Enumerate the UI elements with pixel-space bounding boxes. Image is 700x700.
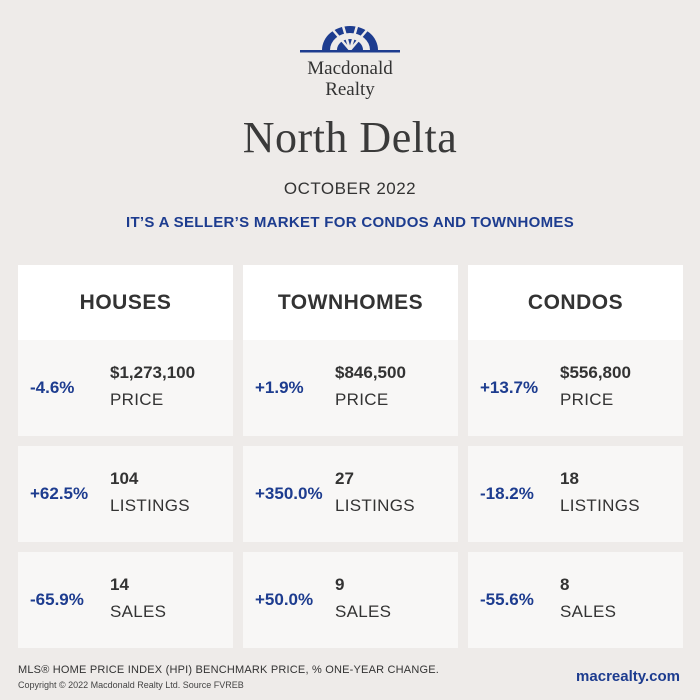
column-header-townhomes: TOWNHOMES (243, 265, 458, 340)
stat-value: $556,800 (560, 363, 631, 382)
stat-label: SALES (110, 602, 167, 621)
column-header-condos: CONDOS (468, 265, 683, 340)
stat-label: SALES (560, 602, 617, 621)
stat-value: 18 (560, 469, 579, 488)
stat-cell-houses-listings (18, 446, 233, 542)
market-headline: IT’S A SELLER’S MARKET FOR CONDOS AND TOWNHOMES (126, 214, 574, 231)
stat-value: $846,500 (335, 363, 406, 382)
column-houses (18, 265, 233, 621)
stat-value: 104 (110, 469, 139, 488)
stat-change: +1.9% (255, 378, 304, 397)
city-title: North Delta (242, 113, 458, 162)
stat-label: LISTINGS (110, 496, 190, 515)
stat-label: PRICE (335, 390, 389, 409)
sunburst-logo-icon (300, 22, 400, 56)
column-townhomes (243, 265, 458, 621)
stat-label: LISTINGS (335, 496, 415, 515)
stat-value: $1,273,100 (110, 363, 196, 382)
footer-copyright: Copyright © 2022 Macdonald Realty Ltd. Source FVREB (18, 680, 244, 690)
stat-cell-condos-price (468, 340, 683, 436)
stat-change: -65.9% (30, 590, 84, 609)
stat-change: +13.7% (480, 378, 539, 397)
stat-change: +62.5% (30, 484, 89, 503)
stat-label: LISTINGS (560, 496, 640, 515)
stat-change: -18.2% (480, 484, 534, 503)
stat-change: -55.6% (480, 590, 534, 609)
stat-cell-townhomes-sales (243, 552, 458, 648)
stat-change: +50.0% (255, 590, 314, 609)
stat-value: 9 (335, 575, 345, 594)
column-header-houses: HOUSES (18, 265, 233, 340)
brand-logo (0, 22, 700, 100)
stat-label: PRICE (560, 390, 614, 409)
logo-text-line1: Macdonald (307, 58, 393, 79)
stat-cell-houses-price (18, 340, 233, 436)
stat-value: 8 (560, 575, 570, 594)
column-condos (468, 265, 683, 621)
stat-cell-condos-listings (468, 446, 683, 542)
footer-note: MLS® HOME PRICE INDEX (HPI) BENCHMARK PRICE, % ONE-YEAR CHANGE. (18, 664, 440, 676)
stat-change: -4.6% (30, 378, 75, 397)
stat-cell-condos-sales (468, 552, 683, 648)
stat-label: PRICE (110, 390, 164, 409)
stat-cell-houses-sales (18, 552, 233, 648)
logo-text-line2: Realty (325, 79, 375, 100)
stat-value: 14 (110, 575, 129, 594)
stat-value: 27 (335, 469, 354, 488)
stat-cell-townhomes-price (243, 340, 458, 436)
stat-change: +350.0% (255, 484, 323, 503)
stat-label: SALES (335, 602, 392, 621)
report-month: OCTOBER 2022 (283, 179, 417, 198)
stat-cell-townhomes-listings (243, 446, 458, 542)
website-link[interactable]: macrealty.com (576, 668, 680, 685)
